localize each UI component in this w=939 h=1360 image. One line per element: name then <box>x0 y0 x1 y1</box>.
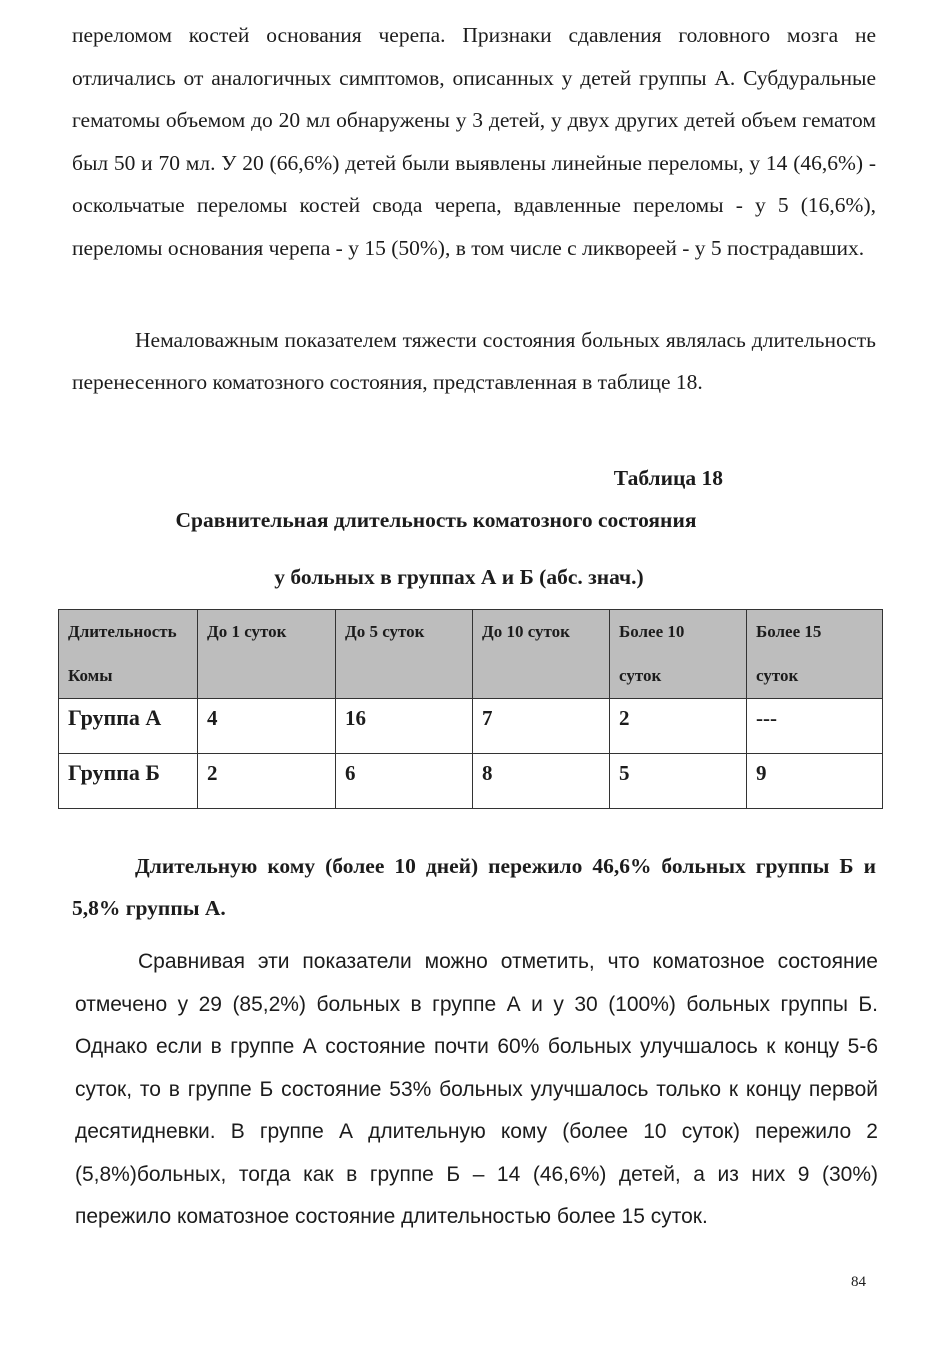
table-row <box>59 754 883 809</box>
paragraph-long-coma-summary: Длительную кому (более 10 дней) пережило 46,6% больных группы Б и 5,8% группы А. <box>72 854 876 920</box>
paragraph-comparison: Сравнивая эти показатели можно отметить, что коматозное состояние отмечено у 29 (85,2%) больных в группе А и у 30 (100%) больных группы Б. Однако если в группе А состояние почти 60% больных улучшалось к концу 5-6 суток, то в группе Б состояние 53% больных улучшалось только к концу первой десятидневки. В группе А длительную кому (более 10 суток) пережило 2 (5,8%)больных, тогда как в группе Б – 14 (46,6%) детей, а из них 9 (30%) пережило коматозное состояние длительностью более 15 суток. <box>75 950 878 1228</box>
row-label-group-a: Группа А <box>59 699 198 754</box>
table-title-line-1: Сравнительная длительность коматозного состояния <box>175 508 697 532</box>
header-cell-5-days: До 5 суток <box>336 610 473 699</box>
header-cell-over-15-days: Более 15 суток <box>747 610 883 699</box>
table-cell: 4 <box>198 699 336 754</box>
coma-duration-table <box>58 609 883 809</box>
table-header-row <box>59 610 883 699</box>
table-title-line-2: у больных в группах А и Б (абс. знач.) <box>274 565 644 589</box>
table-cell: --- <box>747 699 883 754</box>
page-number: 84 <box>851 1274 866 1290</box>
table-cell: 7 <box>473 699 610 754</box>
table-cell: 2 <box>610 699 747 754</box>
table-cell: 9 <box>747 754 883 809</box>
table-cell: 5 <box>610 754 747 809</box>
table-cell: 16 <box>336 699 473 754</box>
paragraph-fractures: переломом костей основания черепа. Признаки сдавления головного мозга не отличались от аналогичных симптомов, описанных у детей группы А. Субдуральные гематомы объемом до 20 мл обнаружены у 3 детей, у двух других детей объем гематом был 50 и 70 мл. У 20 (66,6%) детей были выявлены линейные переломы, у 14 (46,6%) - оскольчатые переломы костей свода черепа, вдавленные переломы - у 5 (16,6%), переломы основания черепа - у 15 (50%), в том числе с ликвореей - у 5 пострадавших. <box>72 23 876 260</box>
row-label-group-b: Группа Б <box>59 754 198 809</box>
table-cell: 8 <box>473 754 610 809</box>
header-cell-1-day: До 1 суток <box>198 610 336 699</box>
paragraph-coma-intro: Немаловажным показателем тяжести состояния больных являлась длительность перенесенного коматозного состояния, представленная в таблице 18. <box>72 328 876 394</box>
header-cell-10-days: До 10 суток <box>473 610 610 699</box>
header-cell-duration: Длительность Комы <box>59 610 198 699</box>
table-cell: 2 <box>198 754 336 809</box>
header-cell-over-10-days: Более 10 суток <box>610 610 747 699</box>
table-cell: 6 <box>336 754 473 809</box>
table-row <box>59 699 883 754</box>
table-label: Таблица 18 <box>613 466 723 490</box>
